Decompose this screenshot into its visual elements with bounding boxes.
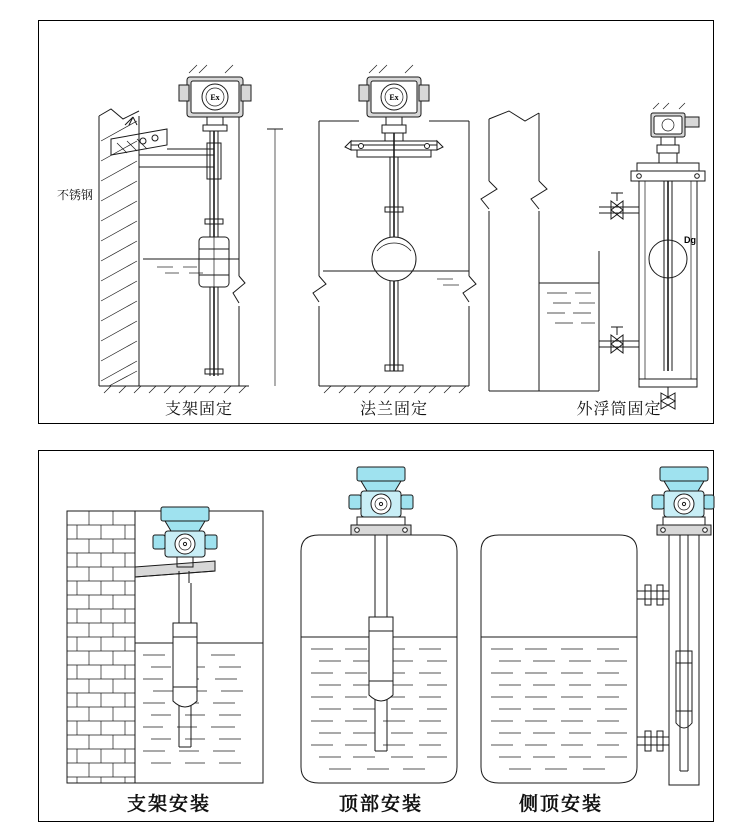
transmitter-head: [153, 507, 217, 567]
bottom-panel-drawing: [39, 451, 715, 823]
wall-hatching: [101, 121, 137, 386]
vessel-diameter-label: Dg: [684, 235, 696, 245]
float-body: [199, 237, 229, 287]
float-body: [173, 623, 197, 707]
ex-badge-label: Ex: [389, 93, 399, 102]
transmitter-head: [651, 103, 699, 163]
float-body: [369, 617, 393, 701]
caption-bracket-mounting: 支架安装: [126, 794, 211, 815]
transmitter-head: [179, 65, 251, 131]
bottom-panel-installation-methods: [38, 450, 714, 822]
caption-bracket-fixed: 支架固定: [164, 401, 233, 418]
liquid-marks: [491, 649, 627, 769]
caption-side-top-mounting: 侧顶安装: [518, 794, 603, 815]
ground-hatching: [104, 386, 246, 393]
mounting-flange: [351, 517, 411, 535]
vessel-liquid-marks: [547, 293, 595, 323]
figure-flange-fixed: [313, 65, 476, 393]
transmitter-head: [359, 65, 429, 133]
transmitter-head: [652, 467, 714, 517]
external-float-chamber: [631, 163, 705, 387]
figure-external-float-chamber: [481, 103, 705, 409]
figure-bracket-fixed: [99, 65, 283, 393]
mounting-bracket: [135, 561, 215, 583]
top-panel-installation-fixing-methods: [38, 20, 714, 424]
transmitter-head: [349, 467, 413, 517]
spherical-float: [372, 237, 416, 281]
figure-bracket-mounting: [67, 507, 263, 783]
figure-top-mounting: [301, 467, 457, 783]
liquid-level-marks: [157, 267, 203, 273]
ex-badge-label: Ex: [210, 93, 220, 102]
caption-flange-fixed: 法兰固定: [359, 401, 428, 418]
stainless-steel-label: 不锈钢: [57, 188, 94, 202]
external-chamber: [637, 517, 711, 785]
caption-external-float-chamber-fixed: 外浮筒固定: [576, 401, 662, 418]
caption-top-mounting: 顶部安装: [338, 794, 423, 815]
brick-wall: [67, 511, 135, 783]
top-panel-drawing: [39, 21, 715, 425]
figure-side-top-mounting: [481, 467, 714, 785]
